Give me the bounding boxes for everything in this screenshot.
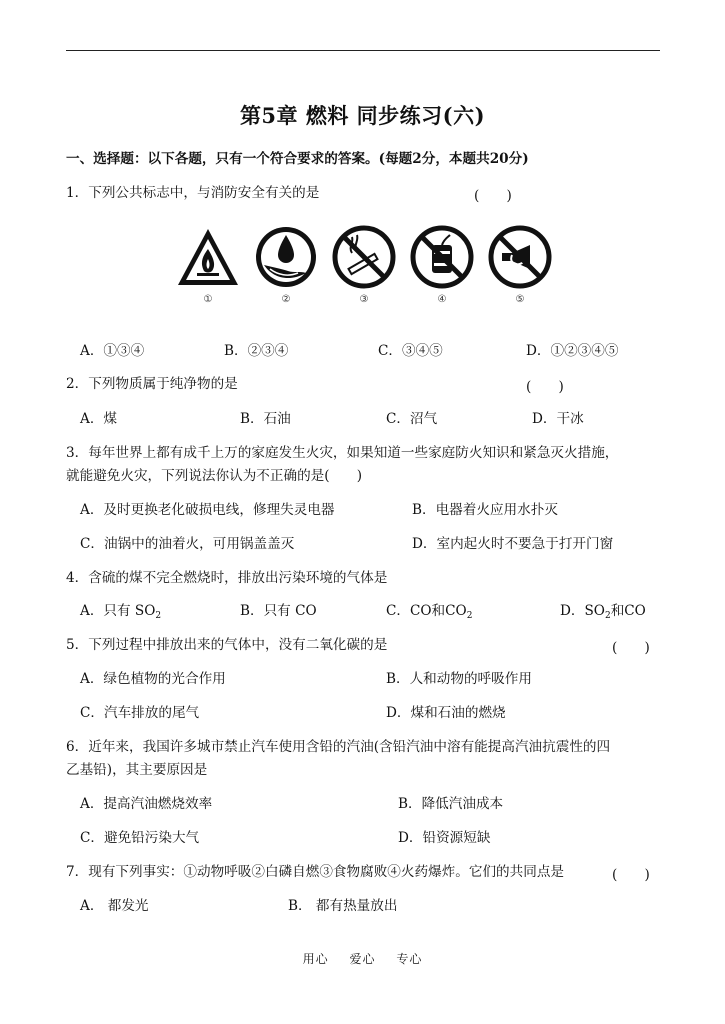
question-3-stem-line-2: 就能避免火灾，下列说法你认为不正确的是( ) <box>66 468 363 484</box>
question-1-stem: 1．下列公共标志中，与消防安全有关的是 <box>66 185 320 201</box>
question-6-option-a: A．提高汽油燃烧效率 <box>80 796 213 812</box>
question-4-stem: 4．含硫的煤不完全燃烧时，排放出污染环境的气体是 <box>66 570 388 586</box>
question-5-option-a: A．绿色植物的光合作用 <box>80 671 226 687</box>
question-2-option-d: D．干冰 <box>532 411 584 427</box>
sign-label-2: ② <box>281 294 291 305</box>
no-honking-sign <box>488 225 552 309</box>
question-7-option-b: B． 都有热量放出 <box>288 898 398 914</box>
question-4-option-d: D．$SO_2$和CO <box>560 603 646 621</box>
question-7-stem: 7．现有下列事实：①动物呼吸②白磷自燃③食物腐败④火药爆炸。它们的共同点是 <box>66 864 565 880</box>
question-1-answer-blank: ( ) <box>474 188 512 204</box>
question-1-option-c: C．③④⑤ <box>378 343 443 359</box>
sign-label-4: ④ <box>437 294 447 305</box>
question-2-option-a: A．煤 <box>80 411 118 427</box>
sign-label-3: ③ <box>359 294 369 305</box>
public-signs-figure <box>176 225 556 310</box>
question-5-answer-blank: ( ) <box>612 640 650 656</box>
page-title: 第5章 燃料 同步练习(六) <box>239 103 486 128</box>
sign-label-5: ⑤ <box>515 294 525 305</box>
question-1-option-d: D．①②③④⑤ <box>526 343 619 359</box>
flammable-sign <box>176 225 240 309</box>
question-5-stem: 5．下列过程中排放出来的气体中，没有二氧化碳的是 <box>66 637 388 653</box>
question-7-answer-blank: ( ) <box>612 867 650 883</box>
water-saving-sign <box>254 225 318 309</box>
question-6-stem-line-1: 6．近年来，我国许多城市禁止汽车使用含铅的汽油(含铅汽油中溶有能提高汽油抗震性的四 <box>66 739 611 755</box>
question-6-option-c: C．避免铅污染大气 <box>80 830 200 846</box>
footer-word-3: 专心 <box>396 952 423 966</box>
footer-word-2: 爱心 <box>349 952 376 966</box>
question-2-answer-blank: ( ) <box>526 379 564 395</box>
no-smoking-icon <box>332 225 396 291</box>
question-3-stem-line-1: 3．每年世界上都有成千上万的家庭发生火灾，如果知道一些家庭防火知识和紧急灭火措施， <box>66 445 619 461</box>
question-1-option-b: B．②③④ <box>224 343 289 359</box>
question-3-option-c: C．油锅中的油着火，可用锅盖盖灭 <box>80 536 295 552</box>
no-explosives-icon <box>410 225 474 291</box>
question-2-option-c: C．沼气 <box>386 411 438 427</box>
question-6-option-d: D．铅资源短缺 <box>398 830 491 846</box>
question-5-option-b: B．人和动物的呼吸作用 <box>386 671 532 687</box>
question-5-option-c: C．汽车排放的尾气 <box>80 705 200 721</box>
footer-word-1: 用心 <box>302 952 329 966</box>
no-explosives-sign <box>410 225 474 309</box>
question-7-option-a: A． 都发光 <box>80 898 149 914</box>
question-4-option-c: C．CO和$CO_2$ <box>386 603 473 621</box>
question-3-option-a: A．及时更换老化破损电线，修理失灵电器 <box>80 502 335 518</box>
question-5-option-d: D．煤和石油的燃烧 <box>386 705 506 721</box>
flammable-icon <box>176 225 240 291</box>
no-horn-icon <box>488 225 552 291</box>
page-footer <box>0 950 725 967</box>
question-6-option-b: B．降低汽油成本 <box>398 796 504 812</box>
water-drop-hand-icon <box>254 225 318 291</box>
question-4-option-a: A．只有 $SO_2$ <box>80 603 162 621</box>
question-1-option-a: A．①③④ <box>80 343 145 359</box>
question-3-option-d: D．室内起火时不要急于打开门窗 <box>412 536 614 552</box>
question-2-option-b: B．石油 <box>240 411 291 427</box>
question-4-option-b: B．只有 CO <box>240 603 317 619</box>
question-6-stem-line-2: 乙基铅)，其主要原因是 <box>66 762 208 778</box>
section-header: 一、选择题：以下各题，只有一个符合要求的答案。(每题2分，本题共20分) <box>66 151 529 167</box>
header-rule <box>66 50 660 51</box>
sign-label-1: ① <box>203 294 213 305</box>
no-smoking-sign <box>332 225 396 309</box>
question-3-option-b: B．电器着火应用水扑灭 <box>412 502 558 518</box>
question-2-stem: 2．下列物质属于纯净物的是 <box>66 376 238 392</box>
